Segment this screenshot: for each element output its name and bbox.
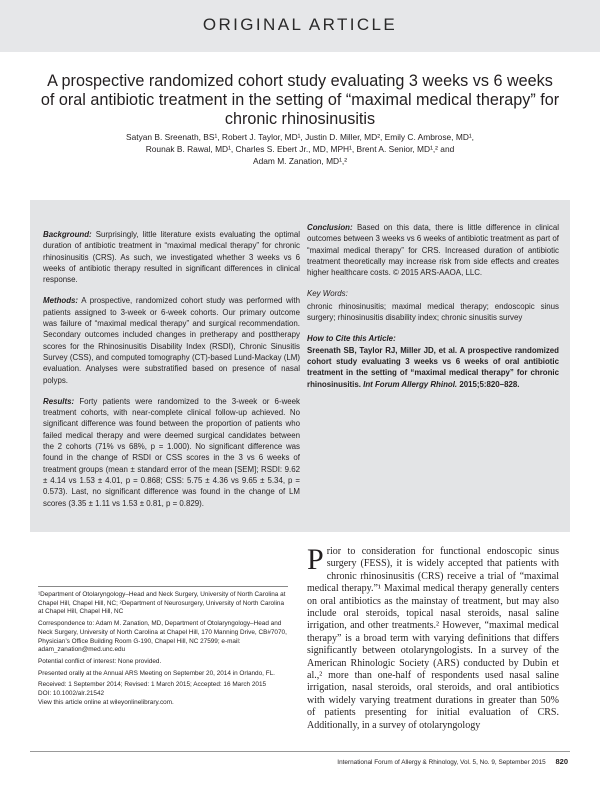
author-line: Satyan B. Sreenath, BS¹, Robert J. Taylor, MD¹, Justin D. Miller, MD², Emily C. Ambrose, MD¹,: [126, 132, 474, 142]
article-type-label: ORIGINAL ARTICLE: [202, 15, 398, 34]
section-text: Based on this data, there is little difference in clinical outcomes between 3 weeks vs 6 weeks of antibiotic treatment as part of “maximal medical therapy” for CRS. Increased duration of antibiotic treatment theoretically may increase risk from side effects and creates higher healthcare costs. © 2015 ARS-AAOA, LLC.: [307, 223, 559, 278]
author-list: [60, 131, 540, 167]
abstract-methods: [43, 295, 300, 385]
conflict-of-interest: Potential conflict of interest: None provided.: [38, 657, 162, 665]
body-paragraph: rior to consideration for functional endoscopic sinus surgery (FESS), it is widely accepted that patients with chronic rhinosinusitis (CRS) receive a trial of “maximal medical therapy.”¹ Maximal medical therapy generally centers on oral antibiotics as the mainstay of treatment, but may also include oral steroids, topical nasal steroids, nasal saline irrigation, and other treatments.² However, “maximal medical therapy” is a broad term with varying definitions that differs significantly between otolaryngologists. In a survey of the American Rhinologic Society (ARS) conducted by Dubin et al.,² more than one-half of respondents used nasal saline irrigation, nasal steroids, oral steroids, and oral antibiotics with widely varying treatment durations in greater than 50% of patients presenting for initial evaluation of CRS. Additionally, in a survey of otolaryngology: [307, 546, 559, 731]
correspondence: Correspondence to: Adam M. Zanation, MD, Department of Otolaryngology–Head and Neck Surgery, University of North Carolina at Chapel Hill, 170 Manning Drive, CB#7070, Physician’s Office Building Room G-190, Chapel Hill, NC 27599; e-mail: adam_zanation@med.unc.edu: [38, 620, 287, 654]
doi: DOI: 10.1002/alr.21542: [38, 690, 105, 698]
footnote-divider: [38, 586, 288, 587]
article-type-banner: [0, 0, 600, 52]
citation-heading: How to Cite this Article:: [307, 334, 396, 344]
affiliation-departments: ¹Department of Otolaryngology–Head and Neck Surgery, University of North Carolina at Chapel Hill, Chapel Hill, NC; ²Department of Neurosurgery, University of North Carolina at Chapel Hill, Chapel Hill, NC: [38, 591, 286, 616]
abstract-keywords: [307, 288, 559, 323]
citation-text: Sreenath SB, Taylor RJ, Miller JD, et al. A prospective randomized cohort study evaluating 3 weeks vs 6 weeks of oral antibiotic treatment in the setting of “maximal medical therapy” for chronic rhinosinusitis.: [307, 345, 559, 389]
footer-divider: [30, 751, 570, 752]
received-dates: Received: 1 September 2014; Revised: 1 March 2015; Accepted: 16 March 2015: [38, 681, 267, 689]
author-line: Rounak B. Rawal, MD¹, Charles S. Ebert Jr., MD, MPH¹, Brent A. Senior, MD¹,² and: [145, 144, 455, 154]
article-title: A prospective randomized cohort study evaluating 3 weeks vs 6 weeks of oral antibiotic treatment in the setting of “maximal medical therapy” for chronic rhinosinusitis: [40, 72, 560, 128]
abstract-citation: [307, 333, 559, 389]
citation-reference: 2015;5:820–828.: [459, 379, 520, 389]
page-number: 820: [555, 757, 568, 766]
affiliations-footnote: [38, 586, 288, 710]
section-heading: Background:: [43, 230, 92, 239]
abstract-left-column: [43, 229, 300, 519]
drop-cap: P: [307, 543, 324, 576]
page-footer: [337, 757, 568, 766]
citation-journal: Int Forum Allergy Rhinol.: [363, 379, 458, 389]
abstract-conclusion: [307, 222, 559, 278]
section-heading: Methods:: [43, 296, 79, 306]
section-text: Surprisingly, little literature exists evaluating the optimal duration of antibiotic treatment in “maximal medical therapy” for chronic rhinosinusitis (CRS). As such, we investigated whether 3 weeks vs 6 weeks of antibiotic therapy resulted in significant differences in clinical response.: [43, 230, 300, 285]
keywords-text: chronic rhinosinusitis; maximal medical therapy; endoscopic sinus surgery; rhinosinusitis disability index; chronic sinusitis survey: [307, 301, 559, 323]
section-heading: Conclusion:: [307, 223, 353, 232]
abstract-background: [43, 229, 300, 285]
body-text-intro: [307, 543, 559, 732]
presentation-note: Presented orally at the Annual ARS Meeting on September 20, 2014 in Orlando, FL.: [38, 669, 275, 677]
section-text: A prospective, randomized cohort study was performed with patients assigned to 3-week or 6-week cohorts. Our primary outcome was failure of “maximal medical therapy” and surgical recommendation. Secondary outcomes included changes in pretherapy and posttherapy scores for the Rhinosinusitis Disability Index (RSDI), Chronic Sinusitis Survey (CSS), and computed tomography (CT)-based Lund-Mackay (LM) evaluation. Analyses were substratified based on presence of nasal polyps.: [43, 296, 300, 385]
abstract-results: [43, 396, 300, 509]
section-heading: Results:: [43, 396, 75, 406]
online-link[interactable]: View this article online at wileyonlinelibrary.com.: [38, 698, 174, 706]
author-line: Adam M. Zanation, MD¹,²: [252, 156, 347, 166]
abstract-right-column: [307, 222, 559, 400]
section-text: Forty patients were randomized to the 3-week or 6-week treatment cohorts, with near-complete clinical follow-up achieved. No significant difference was found between the proportion of patients who failed medical therapy and were deemed surgical candidates between the 2 cohorts (71% vs 68%, p = 1.000). No significant difference was found in the change of RSDI or CSS scores in the 3 vs 6 weeks of treatment groups (mean ± standard error of the mean [SEM]; RSDI: 9.62 ± 4.14 vs 1.53 ± 4.01, p = 0.868; CSS: 5.75 ± 4.36 vs 9.65 ± 5.34, p = 0.573). Last, no significant difference was found in the change of LM scores (3.35 ± 1.11 vs 1.53 ± 0.81, p = 0.829).: [43, 396, 300, 508]
journal-info: International Forum of Allergy & Rhinology, Vol. 5, No. 9, September 2015: [337, 759, 546, 766]
keywords-heading: Key Words:: [307, 289, 348, 299]
